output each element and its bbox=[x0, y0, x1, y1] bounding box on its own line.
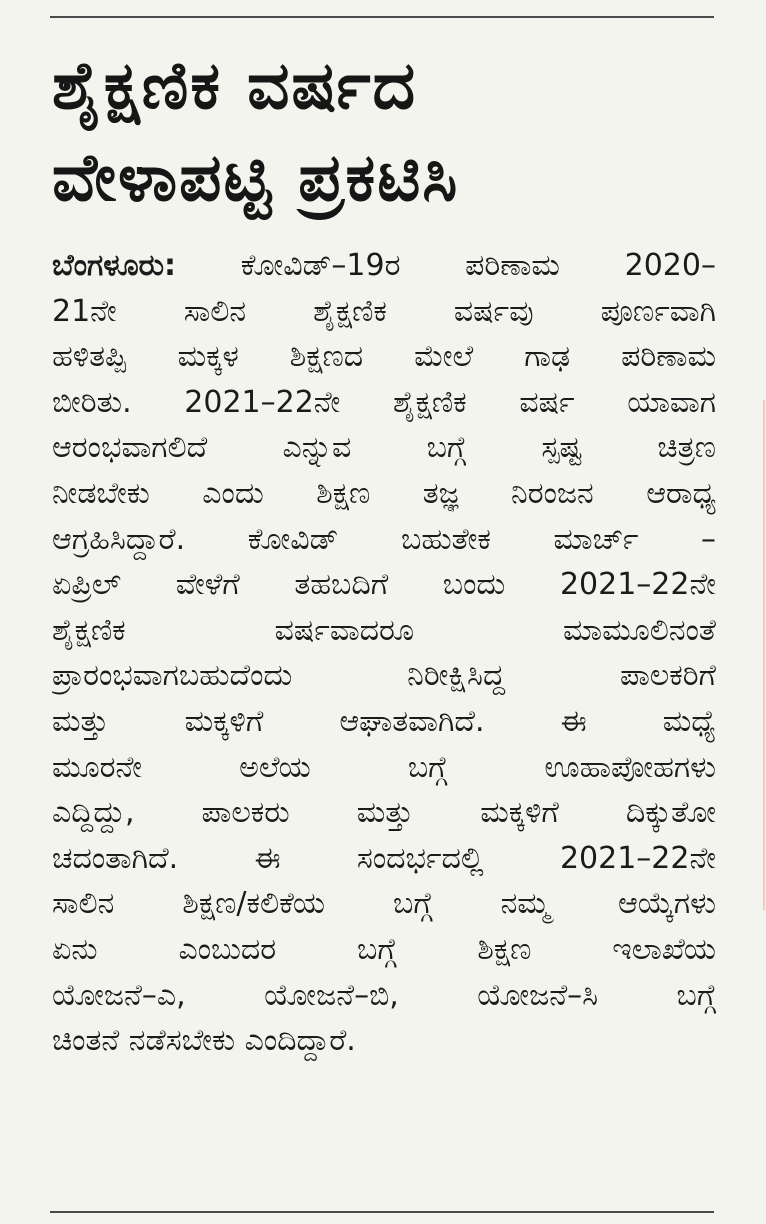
body-line-16: ಏನು ಎಂಬುದರ ಬಗ್ಗೆ ಶಿಕ್ಷಣ ಇಲಾಖೆಯ bbox=[52, 931, 716, 967]
body-line-1-text: ಕೋವಿಡ್–19ರ ಪರಿಣಾಮ 2020– bbox=[240, 248, 716, 283]
body-line-1 bbox=[52, 243, 716, 289]
body-line-9: ಶೈಕ್ಷಣಿಕ ವರ್ಷವಾದರೂ ಮಾಮೂಲಿನಂತೆ bbox=[52, 612, 716, 648]
dateline: ಬೆಂಗಳೂರು: bbox=[52, 248, 177, 283]
body-line-13: ಎದ್ದಿದ್ದು, ಪಾಲಕರು ಮತ್ತು ಮಕ್ಕಳಿಗೆ ದಿಕ್ಕುತೋ bbox=[52, 795, 716, 831]
article-body bbox=[52, 243, 716, 1064]
headline-line-2: ವೇಳಾಪಟ್ಟಿ ಪ್ರಕಟಿಸಿ bbox=[52, 139, 460, 216]
body-line-3: ಹಳಿತಪ್ಪಿ ಮಕ್ಕಳ ಶಿಕ್ಷಣದ ಮೇಲೆ ಗಾಢ ಪರಿಣಾಮ bbox=[52, 339, 716, 375]
headline bbox=[52, 40, 732, 224]
body-line-18: ಚಿಂತನೆ ನಡೆಸಬೇಕು ಎಂದಿದ್ದಾರೆ. bbox=[52, 1023, 356, 1059]
body-line-8: ಏಪ್ರಿಲ್ ವೇಳೆಗೆ ತಹಬದಿಗೆ ಬಂದು 2021–22ನೇ bbox=[52, 567, 716, 603]
body-line-17: ಯೋಜನೆ–ಎ, ಯೋಜನೆ–ಬಿ, ಯೋಜನೆ–ಸಿ ಬಗ್ಗೆ bbox=[52, 977, 716, 1013]
body-line-6: ನೀಡಬೇಕು ಎಂದು ಶಿಕ್ಷಣ ತಜ್ಞ ನಿರಂಜನ ಆರಾಧ್ಯ bbox=[52, 475, 716, 511]
bottom-rule bbox=[50, 1211, 714, 1213]
body-line-4: ಬೀರಿತು. 2021–22ನೇ ಶೈಕ್ಷಣಿಕ ವರ್ಷ ಯಾವಾಗ bbox=[52, 384, 716, 420]
headline-line-1: ಶೈಕ್ಷಣಿಕ ವರ್ಷದ bbox=[52, 47, 418, 124]
body-line-14: ಚದಂತಾಗಿದೆ. ಈ ಸಂದರ್ಭದಲ್ಲಿ 2021–22ನೇ bbox=[52, 840, 716, 876]
body-line-5: ಆರಂಭವಾಗಲಿದೆ ಎನ್ನುವ ಬಗ್ಗೆ ಸ್ಪಷ್ಟ ಚಿತ್ರಣ bbox=[52, 430, 716, 466]
page-edge-mark bbox=[763, 400, 765, 910]
top-rule bbox=[50, 16, 714, 18]
body-line-7: ಆಗ್ರಹಿಸಿದ್ದಾರೆ. ಕೋವಿಡ್ ಬಹುತೇಕ ಮಾರ್ಚ್ – bbox=[52, 521, 716, 557]
body-line-12: ಮೂರನೇ ಅಲೆಯ ಬಗ್ಗೆ ಊಹಾಪೋಹಗಳು bbox=[52, 749, 716, 785]
body-line-10: ಪ್ರಾರಂಭವಾಗಬಹುದೆಂದು ನಿರೀಕ್ಷಿಸಿದ್ದ ಪಾಲಕರಿಗೆ bbox=[52, 658, 716, 694]
body-line-15: ಸಾಲಿನ ಶಿಕ್ಷಣ/ಕಲಿಕೆಯ ಬಗ್ಗೆ ನಮ್ಮ ಆಯ್ಕೆಗಳು bbox=[52, 886, 716, 922]
body-line-11: ಮತ್ತು ಮಕ್ಕಳಿಗೆ ಆಘಾತವಾಗಿದೆ. ಈ ಮಧ್ಯೆ bbox=[52, 703, 716, 739]
body-line-2: 21ನೇ ಸಾಲಿನ ಶೈಕ್ಷಣಿಕ ವರ್ಷವು ಪೂರ್ಣವಾಗಿ bbox=[52, 293, 716, 329]
